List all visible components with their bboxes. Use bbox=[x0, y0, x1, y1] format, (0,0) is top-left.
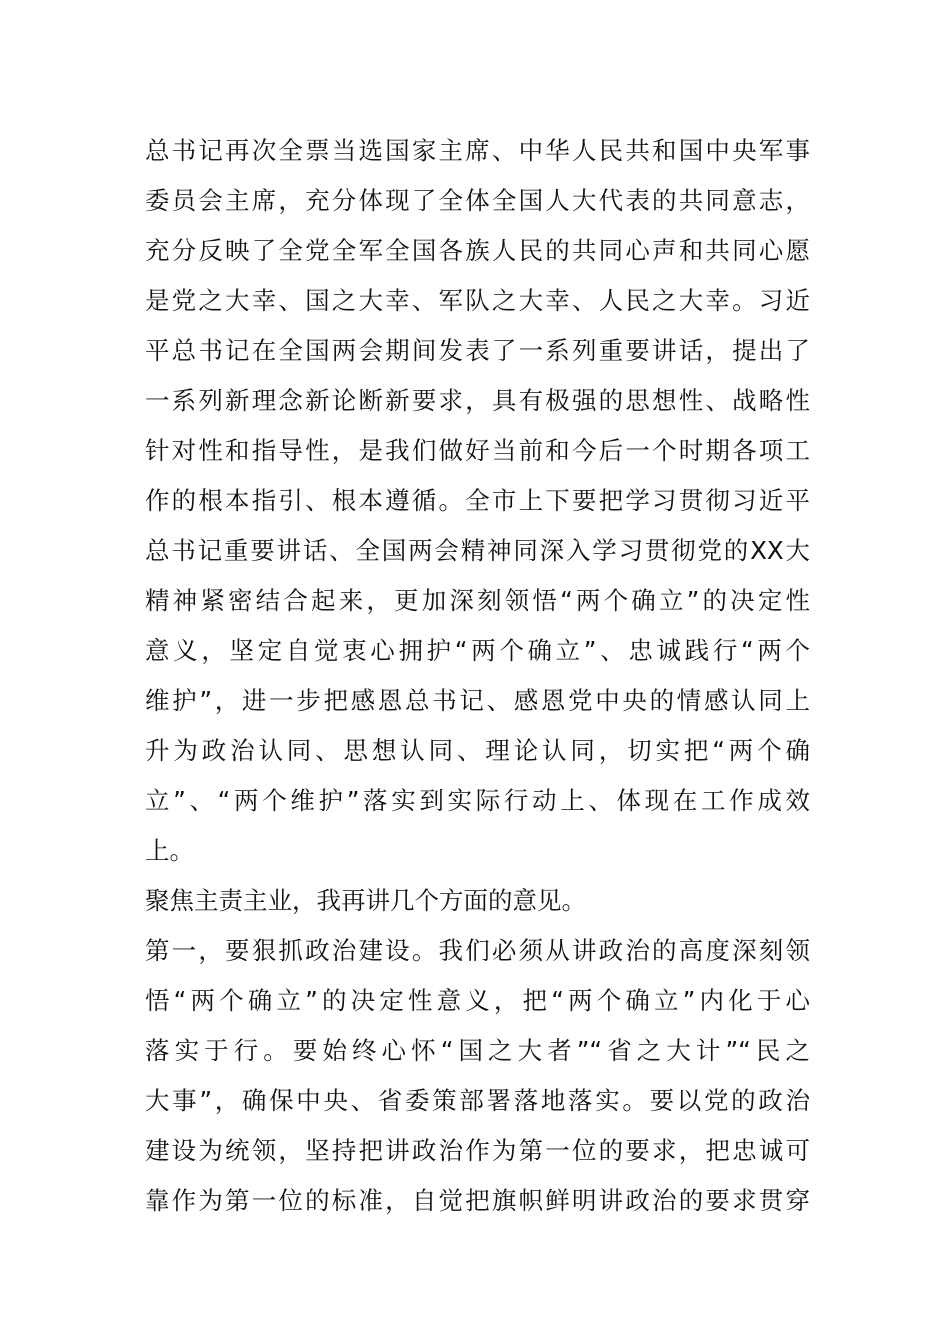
text-line: 总书记重要讲话、全国两会精神同深入学习贯彻党的XX大 bbox=[145, 536, 810, 565]
text-line: 第一，要狠抓政治建设。我们必须从讲政治的高度深刻领 bbox=[145, 936, 810, 965]
text-line: 一系列新理念新论断新要求，具有极强的思想性、战略性 bbox=[145, 386, 810, 415]
text-line: 针对性和指导性，是我们做好当前和今后一个时期各项工 bbox=[145, 436, 810, 465]
text-line: 精神紧密结合起来，更加深刻领悟“两个确立”的决定性 bbox=[145, 586, 810, 615]
text-line: 总书记再次全票当选国家主席、中华人民共和国中央军事 bbox=[145, 136, 810, 165]
text-line: 充分反映了全党全军全国各族人民的共同心声和共同心愿 bbox=[145, 236, 810, 265]
text-line: 悟“两个确立”的决定性意义，把“两个确立”内化于心 bbox=[145, 986, 810, 1015]
text-line: 上。 bbox=[145, 836, 194, 865]
document-body bbox=[145, 126, 810, 1226]
text-line: 升为政治认同、思想认同、理论认同，切实把“两个确 bbox=[145, 736, 810, 765]
text-line: 意义，坚定自觉衷心拥护“两个确立”、忠诚践行“两个 bbox=[145, 636, 810, 665]
text-line: 落实于行。要始终心怀“国之大者”“省之大计”“民之 bbox=[145, 1036, 810, 1065]
text-line: 是党之大幸、国之大幸、军队之大幸、人民之大幸。习近 bbox=[145, 286, 810, 315]
text-line: 大事”，确保中央、省委策部署落地落实。要以党的政治 bbox=[145, 1086, 810, 1115]
text-line: 维护”，进一步把感恩总书记、感恩党中央的情感认同上 bbox=[145, 686, 810, 715]
text-line: 平总书记在全国两会期间发表了一系列重要讲话，提出了 bbox=[145, 336, 810, 365]
text-line: 建设为统领，坚持把讲政治作为第一位的要求，把忠诚可 bbox=[145, 1136, 810, 1165]
text-line: 靠作为第一位的标准，自觉把旗帜鲜明讲政治的要求贯穿 bbox=[145, 1186, 810, 1215]
text-line: 立”、“两个维护”落实到实际行动上、体现在工作成效 bbox=[145, 786, 810, 815]
text-line: 委员会主席，充分体现了全体全国人大代表的共同意志， bbox=[145, 186, 810, 215]
text-line: 作的根本指引、根本遵循。全市上下要把学习贯彻习近平 bbox=[145, 486, 810, 515]
text-line: 聚焦主责主业，我再讲几个方面的意见。 bbox=[145, 886, 586, 915]
